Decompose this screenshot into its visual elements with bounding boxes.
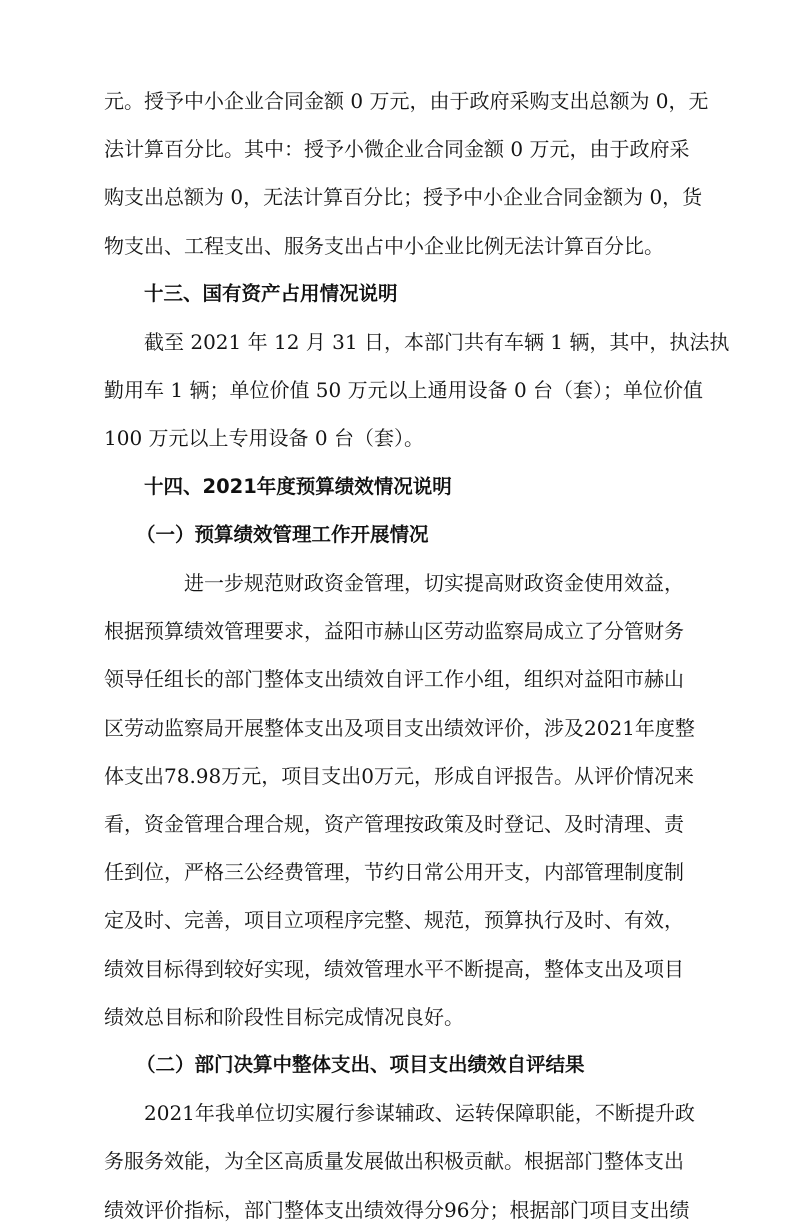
text-line: 法计算百分比。其中：授予小微企业合同金额 0 万元，由于政府采 xyxy=(104,137,690,161)
text-line: 绩效目标得到较好实现，绩效管理水平不断提高，整体支出及项目 xyxy=(104,957,684,981)
text-line: 区劳动监察局开展整体支出及项目支出绩效评价，涉及2021年度整 xyxy=(104,716,695,740)
section-heading-14: 十四、2021年度预算绩效情况说明 xyxy=(144,475,452,498)
subsection-heading-2: （二）部门决算中整体支出、项目支出绩效自评结果 xyxy=(136,1053,585,1076)
text-line: 进一步规范财政资金管理，切实提高财政资金使用效益， xyxy=(184,571,684,595)
subsection-heading-1: （一）预算绩效管理工作开展情况 xyxy=(136,523,429,546)
text-line: 绩效总目标和阶段性目标完成情况良好。 xyxy=(104,1005,464,1029)
text-line: 任到位，严格三公经费管理，节约日常公用开支，内部管理制度制 xyxy=(104,860,684,884)
text-line: 领导任组长的部门整体支出绩效自评工作小组，组织对益阳市赫山 xyxy=(104,667,684,691)
text-line: 100 万元以上专用设备 0 台（套）。 xyxy=(104,426,424,450)
text-line: 绩效评价指标，部门整体支出绩效得分96分；根据部门项目支出绩 xyxy=(104,1198,690,1222)
text-line: 体支出78.98万元，项目支出0万元，形成自评报告。从评价情况来 xyxy=(104,764,694,788)
text-line: 元。授予中小企业合同金额 0 万元，由于政府采购支出总额为 0，无 xyxy=(104,89,709,113)
text-line: 务服务效能，为全区高质量发展做出积极贡献。根据部门整体支出 xyxy=(104,1149,684,1173)
text-line: 勤用车 1 辆；单位价值 50 万元以上通用设备 0 台（套）；单位价值 xyxy=(104,378,704,402)
text-line: 截至 2021 年 12 月 31 日，本部门共有车辆 1 辆，其中，执法执 xyxy=(144,330,730,354)
text-line: 定及时、完善，项目立项程序完整、规范，预算执行及时、有效， xyxy=(104,908,684,932)
text-line: 看，资金管理合理合规，资产管理按政策及时登记、及时清理、责 xyxy=(104,812,684,836)
text-line: 物支出、工程支出、服务支出占中小企业比例无法计算百分比。 xyxy=(104,234,664,258)
text-line: 购支出总额为 0，无法计算百分比；授予中小企业合同金额为 0，货 xyxy=(104,185,703,209)
text-line: 2021年我单位切实履行参谋辅政、运转保障职能，不断提升政 xyxy=(144,1101,695,1125)
text-line: 根据预算绩效管理要求，益阳市赫山区劳动监察局成立了分管财务 xyxy=(104,619,684,643)
section-heading-13: 十三、国有资产占用情况说明 xyxy=(144,282,398,305)
